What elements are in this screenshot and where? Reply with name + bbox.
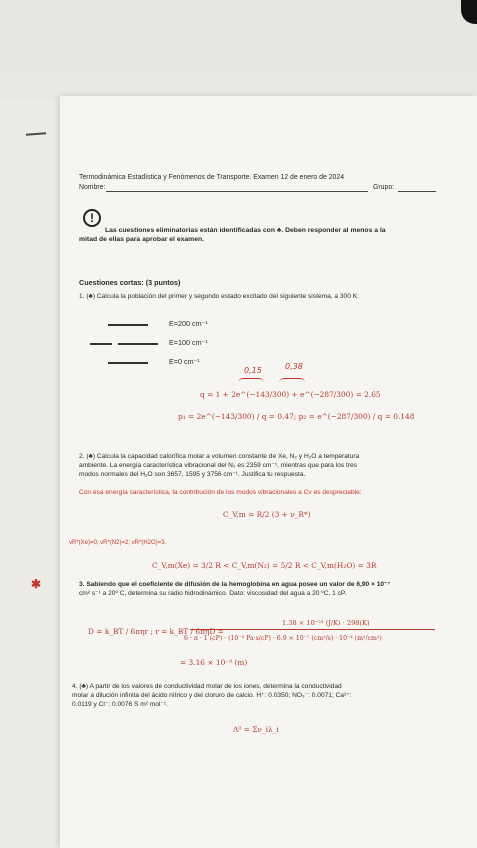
level-label-2: E=200 cm⁻¹ — [169, 319, 208, 328]
q4-line1: 4. (♣) A partir de los valores de conductividad molar de los iones, determina la conductividad — [72, 683, 342, 690]
pen-mark — [26, 132, 46, 135]
notice-line2: mitad de ellas para aprobar el examen. — [79, 236, 205, 243]
q4-line2: molar a dilución infinita del ácido nítrico y del cloruro de calcio. H⁺: 0.0350; NO₃⁻: 0.0071; Ca²⁺: — [72, 692, 352, 699]
q4-conductivity-eq: Λ⁰ = Σν_iλ_i — [233, 725, 279, 734]
section-title: Cuestiones cortas: (3 puntos) — [79, 278, 181, 287]
q3-result: = 3.16 × 10⁻⁹ (m) — [180, 658, 248, 667]
handwritten-note-1: 0,15 — [244, 366, 262, 375]
handwritten-note-2: 0,38 — [285, 362, 303, 371]
brace-1 — [238, 378, 264, 383]
exam-sheet — [60, 96, 477, 848]
group-line — [398, 191, 436, 192]
name-label: Nombre: — [79, 184, 106, 191]
q2-cv-eq: C_V,m = R/2 (3 + ν_R*) — [223, 510, 311, 519]
q1-population-eq: p₁ = 2e^(−143/300) / q = 0.47; p₂ = e^(−287/300) / q = 0.148 — [178, 412, 415, 421]
q2-answer: Con esa energía característica, la contribución de los modos vibracionales a Cv es despreciable: — [79, 489, 362, 496]
red-stamp-icon: ✱ — [31, 577, 42, 591]
background-top — [0, 0, 477, 100]
energy-level-0 — [108, 362, 148, 364]
level-label-1: E=100 cm⁻¹ — [169, 338, 208, 347]
q3-line1: 3. Sabiendo que el coeficiente de difusión de la hemoglobina en agua posee un valor de 6,90 × 10⁻⁷ — [79, 581, 391, 588]
energy-level-1b — [118, 343, 158, 345]
name-line — [106, 191, 368, 192]
level-label-0: E=0 cm⁻¹ — [169, 357, 200, 366]
notice-line1: Las cuestiones eliminatorias están identificadas con ♣. Deben responder al menos a la — [105, 227, 386, 234]
q3-line2: cm² s⁻¹ a 20º C, determina su radio hidrodinámico. Dato: viscosidad del agua a 20 ºC, 1 cP. — [79, 590, 347, 597]
q2-line3: modos normales del H₂O son 3657, 1595 y 3756 cm⁻¹. Justifica tu respuesta. — [79, 471, 306, 478]
group-label: Grupo: — [373, 184, 395, 191]
warning-icon: ! — [83, 209, 101, 227]
fraction-line — [190, 629, 435, 630]
q2-note: νR*(Xe)=0; νR*(N2)=2; νR*(H2O)=3. — [69, 540, 167, 546]
exam-title: Termodinámica Estadística y Fenómenos de Transporte. Examen 12 de enero de 2024 — [79, 174, 345, 181]
q4-line3: 0.0119 y Cl⁻: 0.0076 S m² mol⁻¹. — [72, 701, 168, 708]
q3-denominator: 6 · π · 1 (cP) · (10⁻³ Pa·s/cP) · 6.9 × 10⁻⁷ (cm²/s) · 10⁻⁴ (m²/cm²) — [184, 635, 382, 642]
brace-2 — [279, 378, 305, 383]
q2-line1: 2. (♣) Calcula la capacidad calorífica molar a volumen constante de Xe, N₂ y H₂O a temperatura — [79, 453, 360, 460]
q2-compare-eq: C_V,m(Xe) = 3/2 R < C_V,m(N₂) = 5/2 R < C_V,m(H₂O) = 3R — [152, 561, 377, 570]
energy-level-1a — [90, 343, 112, 345]
q1-partition-eq: q = 1 + 2e^(−143/300) + e^(−287/300) = 2.65 — [200, 390, 381, 399]
energy-level-2 — [108, 324, 148, 326]
q2-line2: ambiente. La energía característica vibracional del N₂ es 2359 cm⁻¹, mientras que para los tres — [79, 462, 357, 469]
q1-text: 1. (♣) Calcula la población del primer y segundo estado excitado del siguiente sistema, a 300 K: — [79, 293, 359, 300]
q3-numerator: 1.38 × 10⁻²³ (J/K) · 298(K) — [282, 619, 370, 627]
q3-diffusion-eq: D = k_BT / 6πηr ; r = k_BT / 6πηD = — [88, 627, 224, 636]
